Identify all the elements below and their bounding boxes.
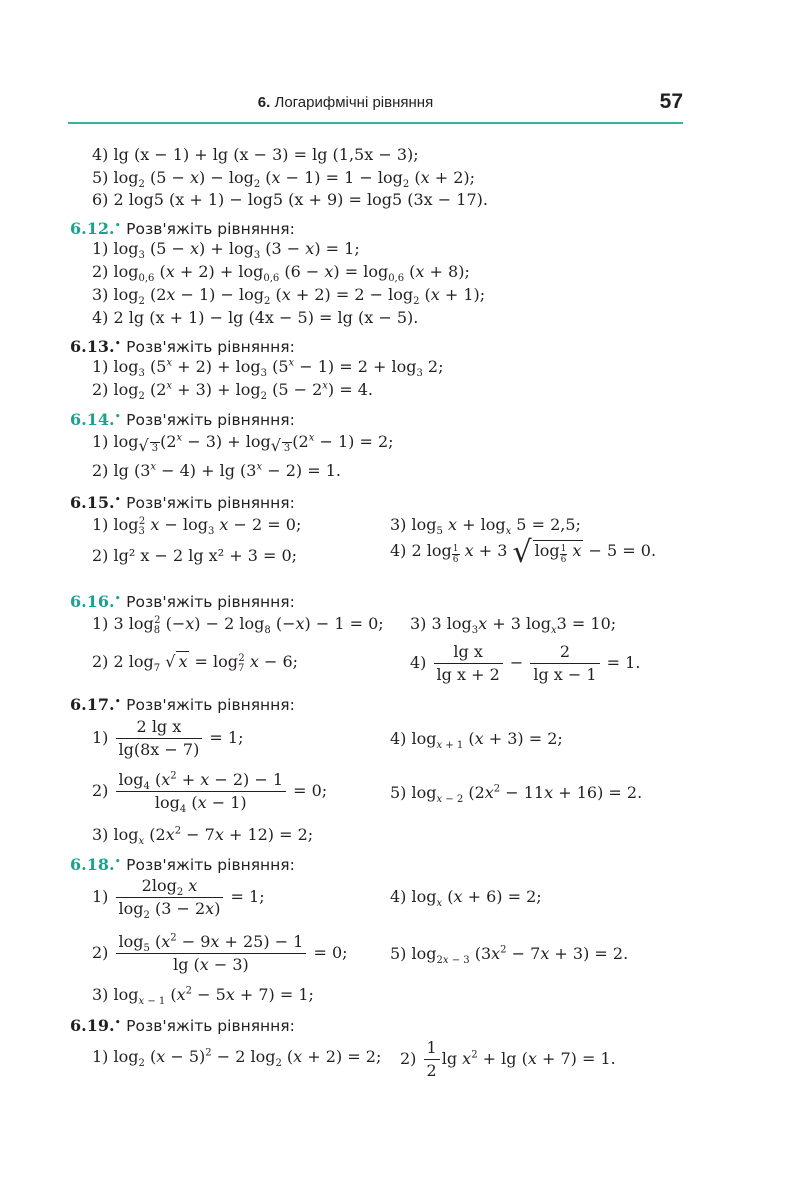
- page-number: 57: [659, 90, 683, 113]
- task-6-18-heading: 6.18.• Розв'яжіть рівняння:: [70, 855, 295, 874]
- equation-6-12-2: 2) $\log_{0,6} (x + 2) + \log_{0,6} (6 - x) = \log_{0,6} (x + 8)$;: [92, 262, 470, 285]
- equation-6-12-3: 3) $\log_2 (2x - 1) - \log_2 (x + 2) = 2 - \log_2 (x + 1)$;: [92, 285, 486, 308]
- equation-6-12-1: 1) $\log_3 (5 - x) + \log_3 (3 - x) = 1$;: [92, 239, 360, 262]
- task-6-16-heading: 6.16.• Розв'яжіть рівняння:: [70, 592, 295, 611]
- equation-6-14-1: 1) $\log_{√ 3} (2^x - 3) + \log_{√ 3} (2^x - 1) = 2$;: [92, 432, 394, 456]
- equation-6-15-1: 1) $\log_3^2 x - \log_3 x - 2 = 0$;: [92, 515, 302, 538]
- equation-6-13-1: 1) $\log_3 (5^x + 2) + \log_3 (5^x - 1) = 2 + \log_3 2$;: [92, 357, 444, 380]
- equation-6-17-2: 2) $\frac{\log_4 (x^2 + x - 2) - 1}{\log_4 (x - 1)}$ = 0;: [92, 770, 328, 816]
- equation-6-17-1: 1) $\frac{\text{2 lg x}}{\lg(8x - 7)}$ = 1;: [92, 717, 244, 759]
- equation-6-18-5: 5) $\log_{2x - 3} (3x^2 - 7x + 3) = 2$.: [390, 944, 629, 967]
- equation-6-15-3: 3) $\log_5 x + \log_x 5 = 2,5$;: [390, 515, 581, 538]
- equation-6-16-4: 4) $\frac{\text{lg x}}{\text{lg x + 2}}$ − $\frac{2}{\text{lg x − 1}}$ = 1.: [410, 642, 641, 684]
- equation-6-18-2: 2) $\frac{\log_5 (x^2 - 9x + 25) - 1}{\lg (x - 3)}$ = 0;: [92, 932, 348, 974]
- task-6-17-heading: 6.17.• Розв'яжіть рівняння:: [70, 695, 295, 714]
- task-6-14-heading: 6.14.• Розв'яжіть рівняння:: [70, 410, 295, 429]
- page-header: [68, 92, 683, 124]
- equation-6-18-4: 4) $\log_x (x + 6) = 2$;: [390, 887, 542, 910]
- equation-6-15-4: 4) 2 log $\frac{1}{6}$ x + 3 √ log $\frac{1}{6}$ x − 5 = 0.: [390, 535, 657, 570]
- equation-6-19-2: 2) $\frac{1}{2}$ $\lg x^2 + \lg (x + 7) = 1$.: [400, 1038, 616, 1080]
- equation-6-16-1: 1) 3 $\log_8^2 (-x) - 2$ $\log_8 (-x) - 1 = 0$;: [92, 614, 384, 637]
- equation-6-18-1: 1) $\frac{2\log_2 x}{\log_2 (3 - 2x)}$ = 1;: [92, 876, 265, 922]
- equation-6-16-3: 3) 3 $\log_3x + 3$ $\log_x3 = 10$;: [410, 614, 617, 637]
- equation-6-16-2: 2) 2 $\log_7$ √ $x = \log_7^2 x - 6$;: [92, 652, 299, 675]
- task-6-13-heading: 6.13.• Розв'яжіть рівняння:: [70, 337, 295, 356]
- equation-6-15-2: 2) lg² x − 2 lg x² + 3 = 0;: [92, 546, 298, 565]
- section-title: 6. Логарифмічні рівняння: [257, 94, 434, 111]
- equation-6-19-1: 1) $\log_2 (x - 5)^2 - 2$ $\log_2 (x + 2) = 2$;: [92, 1047, 382, 1070]
- equation-6-13-2: 2) $\log_2 (2^x + 3) + \log_2 (5 - 2^x) = 4$.: [92, 380, 373, 403]
- equation-6-14-2: 2) $\lg (3^x - 4) + \lg (3^x - 2) = 1$.: [92, 461, 341, 480]
- equation-prev-5: 5) $\log_2 (5 - x) - \log_2 (x - 1) = 1 - \log_2 (x + 2)$;: [92, 168, 475, 191]
- equation-6-12-4: 4) 2 lg (x + 1) − lg (4x − 5) = lg (x − 5).: [92, 308, 419, 327]
- task-6-12-heading: 6.12.• Розв'яжіть рівняння:: [70, 219, 295, 238]
- equation-prev-6: 6) 2 log5 (x + 1) − log5 (x + 9) = log5 (3x − 17).: [92, 190, 488, 209]
- task-6-15-heading: 6.15.• Розв'яжіть рівняння:: [70, 493, 295, 512]
- task-6-19-heading: 6.19.• Розв'яжіть рівняння:: [70, 1016, 295, 1035]
- equation-6-17-3: 3) $\log_x (2x^2 - 7x + 12) = 2$;: [92, 825, 314, 848]
- equation-6-17-5: 5) $\log_{x - 2} (2x^2 - 11x + 16) = 2$.: [390, 783, 643, 806]
- equation-6-18-3: 3) $\log_{x - 1} (x^2 - 5x + 7) = 1$;: [92, 985, 314, 1008]
- equation-6-17-4: 4) $\log_{x + 1} (x + 3) = 2$;: [390, 729, 563, 752]
- equation-prev-4: 4) lg (x − 1) + lg (x − 3) = lg (1,5x − 3);: [92, 145, 419, 164]
